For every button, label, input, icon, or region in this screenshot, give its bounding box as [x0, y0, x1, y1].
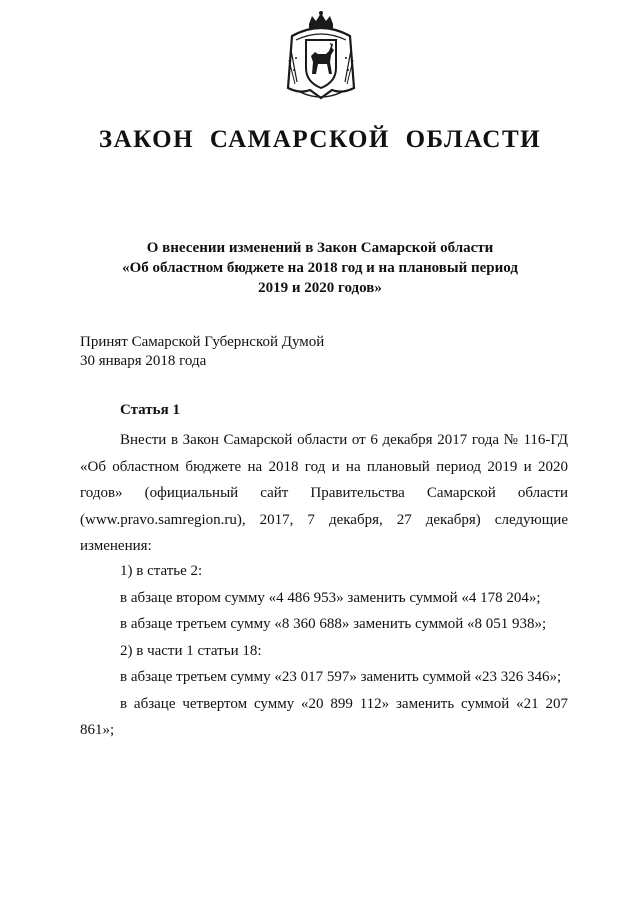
article-heading: Статья 1	[120, 402, 180, 418]
law-title: ЗАКОН САМАРСКОЙ ОБЛАСТИ	[98, 126, 542, 153]
list-item: 2) в части 1 статьи 18:	[120, 642, 262, 659]
amendment-list	[80, 558, 568, 744]
adoption-info	[80, 333, 324, 371]
intro-paragraph: Внести в Закон Самарской области от 6 декабря 2017 года № 116-ГД «Об областном бюджете на 2018 год и на плановый период 2019 и 2020 годов» (официальный сайт Правительства Самарской области (www.pravo.samregion.ru), 2017, 7 декабря, 27 декабря) следующие изменения:	[80, 432, 568, 554]
list-item: в абзаце третьем сумму «23 017 597» заменить суммой «23 326 346»;	[120, 669, 562, 685]
law-subject	[80, 238, 560, 298]
law-subject-line: О внесении изменений в Закон Самарской области	[146, 240, 494, 256]
list-item: 1) в статье 2:	[120, 563, 203, 579]
list-item: в абзаце втором сумму «4 486 953» заменить суммой «4 178 204»;	[120, 589, 541, 606]
adopted-date: 30 января 2018 года	[80, 353, 207, 369]
law-subject-line: «Об областном бюджете на 2018 год и на плановый период	[122, 260, 518, 276]
samara-coat-of-arms-icon	[282, 10, 360, 102]
list-item: в абзаце четвертом сумму «20 899 112» заменить суммой «21 207 861»;	[80, 695, 568, 738]
law-subject-line: 2019 и 2020 годов»	[258, 280, 382, 296]
list-item: в абзаце третьем сумму «8 360 688» заменить суммой «8 051 938»;	[120, 616, 547, 632]
adopted-by: Принят Самарской Губернской Думой	[80, 334, 325, 350]
